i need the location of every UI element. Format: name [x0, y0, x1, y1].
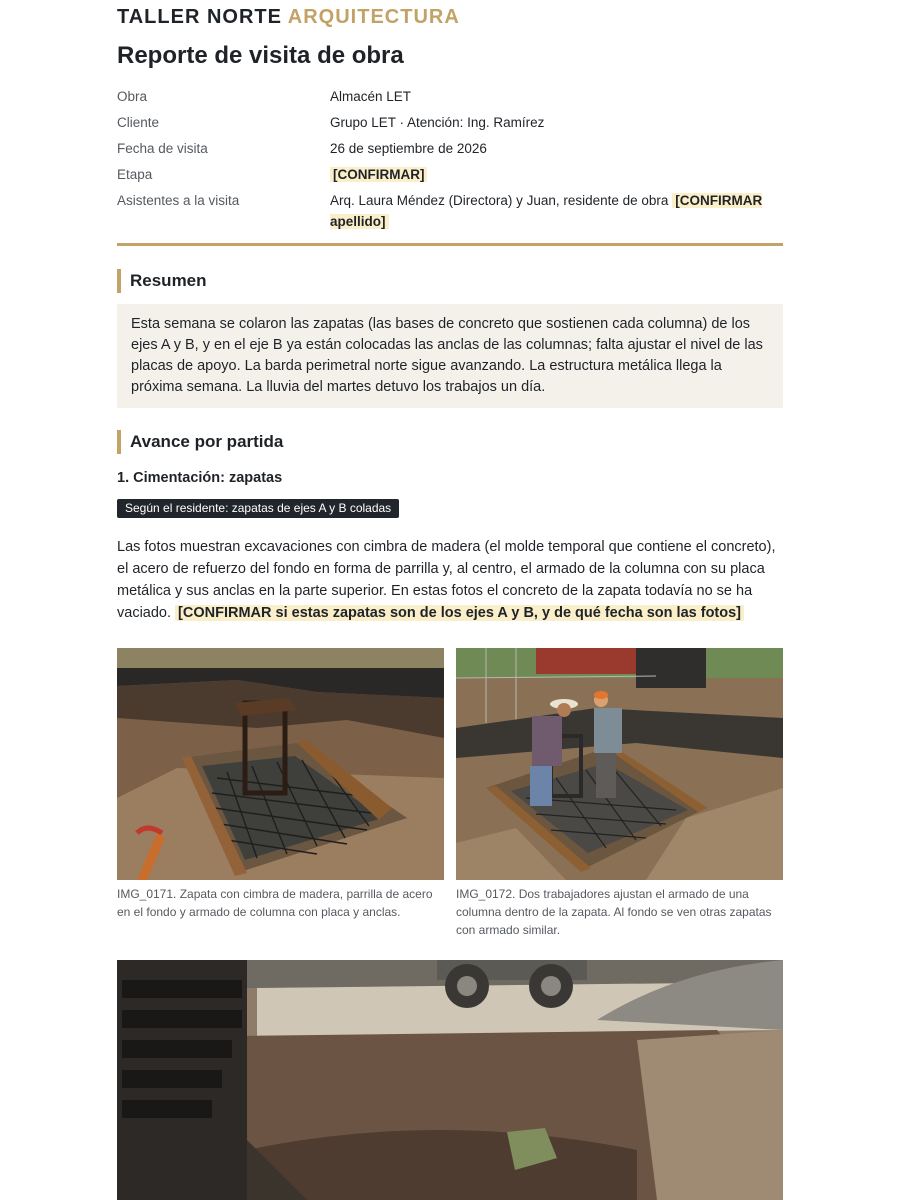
attendees-text: Arq. Laura Méndez (Directora) y Juan, residente de obra [330, 193, 669, 208]
meta-row-asistentes [117, 190, 783, 232]
section-heading-progress: Avance por partida [117, 430, 283, 454]
meta-row-etapa [117, 164, 783, 190]
item-description-text: Las fotos muestran excavaciones con cimbra de madera (el molde temporal que contiene el concreto), el acero de refuerzo del fondo en forma de parrilla y, al centro, el armado de la columna con su placa metálica y sus anclas en la parte superior. En estas fotos el concreto de la zapata todavía no se ha vaciado. [117, 539, 776, 621]
summary-box: Esta semana se colaron las zapatas (las bases de concreto que sostienen cada columna) de los ejes A y B, y en el eje B ya están colocadas las anclas de las columnas; falta ajustar el nivel de las placas de apoyo. La barda perimetral norte sigue avanzando. La estructura metálica llega la próxima semana. La lluvia del martes detuvo los trabajos un día. [117, 304, 783, 408]
brand-name: TALLER NORTE [117, 6, 282, 28]
item-heading: 1. Cimentación: zapatas [117, 470, 283, 486]
status-badge: Según el residente: zapatas de ejes A y B coladas [117, 499, 399, 518]
meta-value: Almacén LET [330, 89, 412, 104]
meta-row-cliente [117, 112, 783, 138]
meta-label: Obra [117, 89, 148, 104]
site-photo-img-0171 [117, 648, 444, 880]
brand-accent: ARQUITECTURA [287, 6, 460, 28]
meta-value [330, 164, 783, 190]
meta-row-fecha [117, 138, 783, 164]
page-title: Reporte de visita de obra [117, 42, 404, 69]
confirm-flag: [CONFIRMAR apellido] [330, 193, 763, 229]
report-meta-table [117, 86, 783, 232]
meta-label: Asistentes a la visita [117, 193, 240, 208]
site-photo-img-0172 [456, 648, 783, 880]
site-photo-excavation [117, 960, 783, 1200]
meta-label: Fecha de visita [117, 141, 208, 156]
meta-row-obra [117, 86, 783, 112]
meta-value: Grupo LET · Atención: Ing. Ramírez [330, 115, 545, 130]
meta-label: Cliente [117, 115, 160, 130]
brand-header [117, 6, 460, 29]
confirm-flag: [CONFIRMAR si estas zapatas son de los ejes A y B, y de qué fecha son las fotos] [175, 605, 744, 621]
confirm-flag: [CONFIRMAR] [330, 167, 427, 182]
meta-value: 26 de septiembre de 2026 [330, 141, 487, 156]
section-heading-summary: Resumen [117, 269, 207, 293]
meta-label: Etapa [117, 167, 153, 182]
photo-caption: IMG_0172. Dos trabajadores ajustan el armado de una columna dentro de la zapata. Al fondo se ven otras zapatas con armado similar. [456, 887, 772, 937]
photo-caption: IMG_0171. Zapata con cimbra de madera, parrilla de acero en el fondo y armado de columna con placa y anclas. [117, 887, 433, 919]
header-divider [117, 243, 783, 246]
meta-value [330, 190, 783, 232]
item-description [117, 536, 783, 624]
